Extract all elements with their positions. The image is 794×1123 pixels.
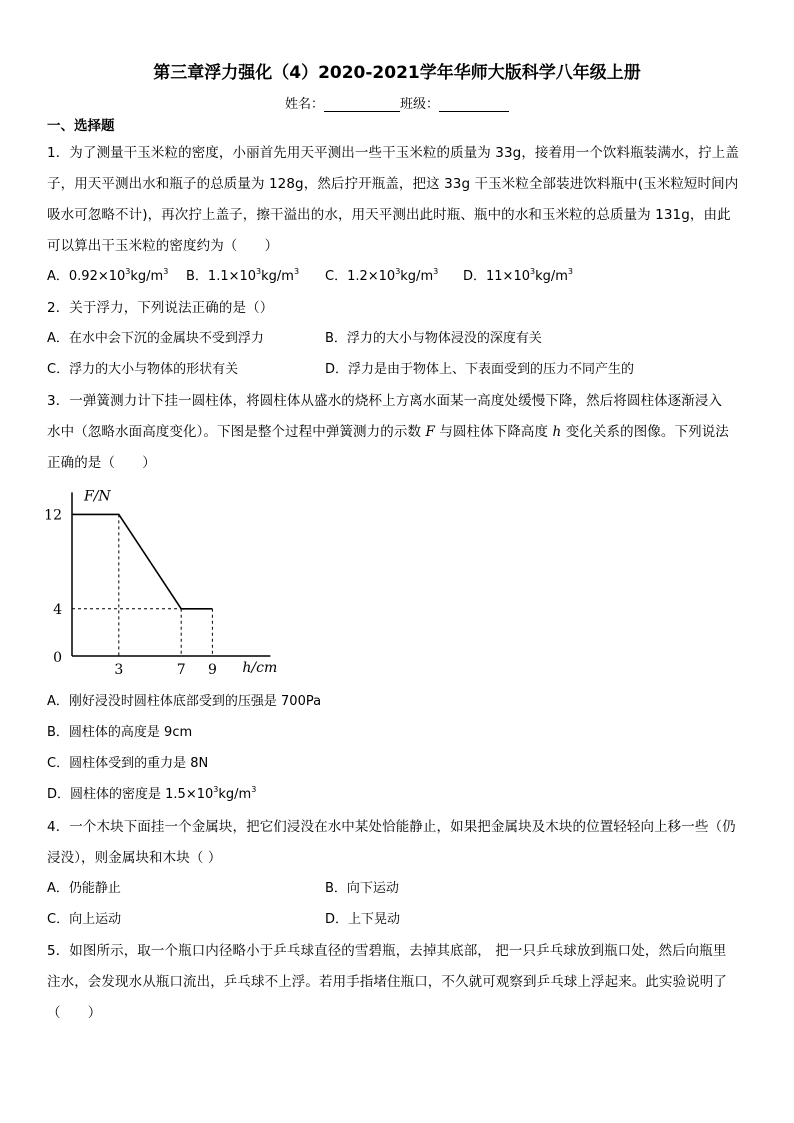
y-axis-label: F/N [84, 488, 111, 505]
x-axis-label: h/cm [242, 660, 278, 676]
q5-line: （ ） [47, 1005, 102, 1021]
q2-stem: 2．关于浮力，下列说法正确的是（） [47, 300, 274, 316]
x-tick-label: 7 [176, 662, 186, 678]
y-tick-label: 12 [44, 507, 62, 524]
q5-line: 5．如图所示，取一个瓶口内径略小于乒乓球直径的雪碧瓶，去掉其底部， 把一只乒乓球放到瓶口处，然后向瓶里 [47, 943, 727, 959]
q3-option-c[interactable]: C．圆柱体受到的重力是 8N [47, 756, 209, 771]
q4-line: 4．一个木块下面挂一个金属块，把它们浸没在水中某处恰能静止，如果把金属块及木块的位置轻轻向上移一些（仍 [47, 819, 736, 835]
q1-line: 1．为了测量干玉米粒的密度，小丽首先用天平测出一些干玉米粒的质量为 33g，接着用一个饮料瓶装满水，拧上盖 [47, 145, 739, 161]
q4-line: 浸没），则金属块和木块（ ） [47, 850, 222, 866]
name-blank[interactable] [324, 98, 400, 112]
q3-option-a[interactable]: A．刚好浸没时圆柱体底部受到的压强是 700Pa [47, 694, 322, 709]
q2-option-c[interactable]: C．浮力的大小与物体的形状有关 [47, 362, 239, 377]
name-label: 姓名： [284, 97, 324, 112]
q3-option-d[interactable]: D．圆柱体的密度是 $1.5\times 10^3kg/m^3$ [47, 785, 257, 802]
q1-option-a[interactable]: A．$0.92\times 10^3kg/m^3$ [47, 267, 169, 284]
origin-label: 0 [53, 650, 62, 666]
q4-option-d[interactable]: D．上下晃动 [325, 912, 401, 927]
force-height-chart [40, 476, 300, 682]
q1-line: 子，用天平测出水和瓶子的总质量为 128g，然后拧开瓶盖，把这 33g 干玉米粒全部装进饮料瓶中(玉米粒短时间内 [47, 176, 739, 192]
y-tick-label: 4 [53, 601, 62, 618]
class-blank[interactable] [439, 98, 509, 112]
q5-line: 注水，会发现水从瓶口流出，乒乓球不上浮。若用手指堵住瓶口，不久就可观察到乒乓球上浮起来。此实验说明了 [47, 974, 727, 990]
q1-line: 吸水可忽略不计)，再次拧上盖子，擦干溢出的水，用天平测出此时瓶、瓶中的水和玉米粒的总质量为 131g，由此 [47, 207, 731, 223]
q2-option-b[interactable]: B．浮力的大小与物体浸没的深度有关 [325, 331, 542, 346]
q2-option-d[interactable]: D．浮力是由于物体上、下表面受到的压力不同产生的 [325, 362, 635, 377]
q4-option-a[interactable]: A．仍能静止 [47, 881, 121, 896]
page-title: 第三章浮力强化（4）2020-2021学年华师大版科学八年级上册 [153, 63, 641, 83]
section-heading: 一、选择题 [47, 118, 115, 134]
q1-line: 可以算出干玉米粒的密度约为（ ） [47, 238, 279, 254]
q1-option-c[interactable]: C．$1.2\times 10^3kg/m^3$ [325, 267, 439, 284]
q4-option-b[interactable]: B．向下运动 [325, 881, 399, 896]
q4-option-c[interactable]: C．向上运动 [47, 912, 122, 927]
class-label: 班级： [400, 97, 440, 112]
q1-option-d[interactable]: D．$11\times 10^3kg/m^3$ [463, 267, 574, 284]
q1-option-b[interactable]: B．$1.1\times 10^3kg/m^3$ [186, 267, 300, 284]
q2-option-a[interactable]: A．在水中会下沉的金属块不受到浮力 [47, 331, 264, 346]
x-tick-label: 3 [114, 662, 124, 678]
x-tick-label: 9 [207, 662, 217, 678]
name-class-line [0, 93, 794, 112]
q3-line: 水中（忽略水面高度变化）。下图是整个过程中弹簧测力的示数 F 与圆柱体下降高度 h 变化关系的图像。下列说法 [47, 424, 729, 440]
q3-option-b[interactable]: B．圆柱体的高度是 9cm [47, 725, 193, 740]
series-line [72, 514, 212, 608]
q3-line: 3．一弹簧测力计下挂一圆柱体，将圆柱体从盛水的烧杯上方离水面某一高度处缓慢下降，然后将圆柱体逐渐浸入 [47, 393, 723, 409]
q3-line: 正确的是（ ） [47, 455, 156, 471]
